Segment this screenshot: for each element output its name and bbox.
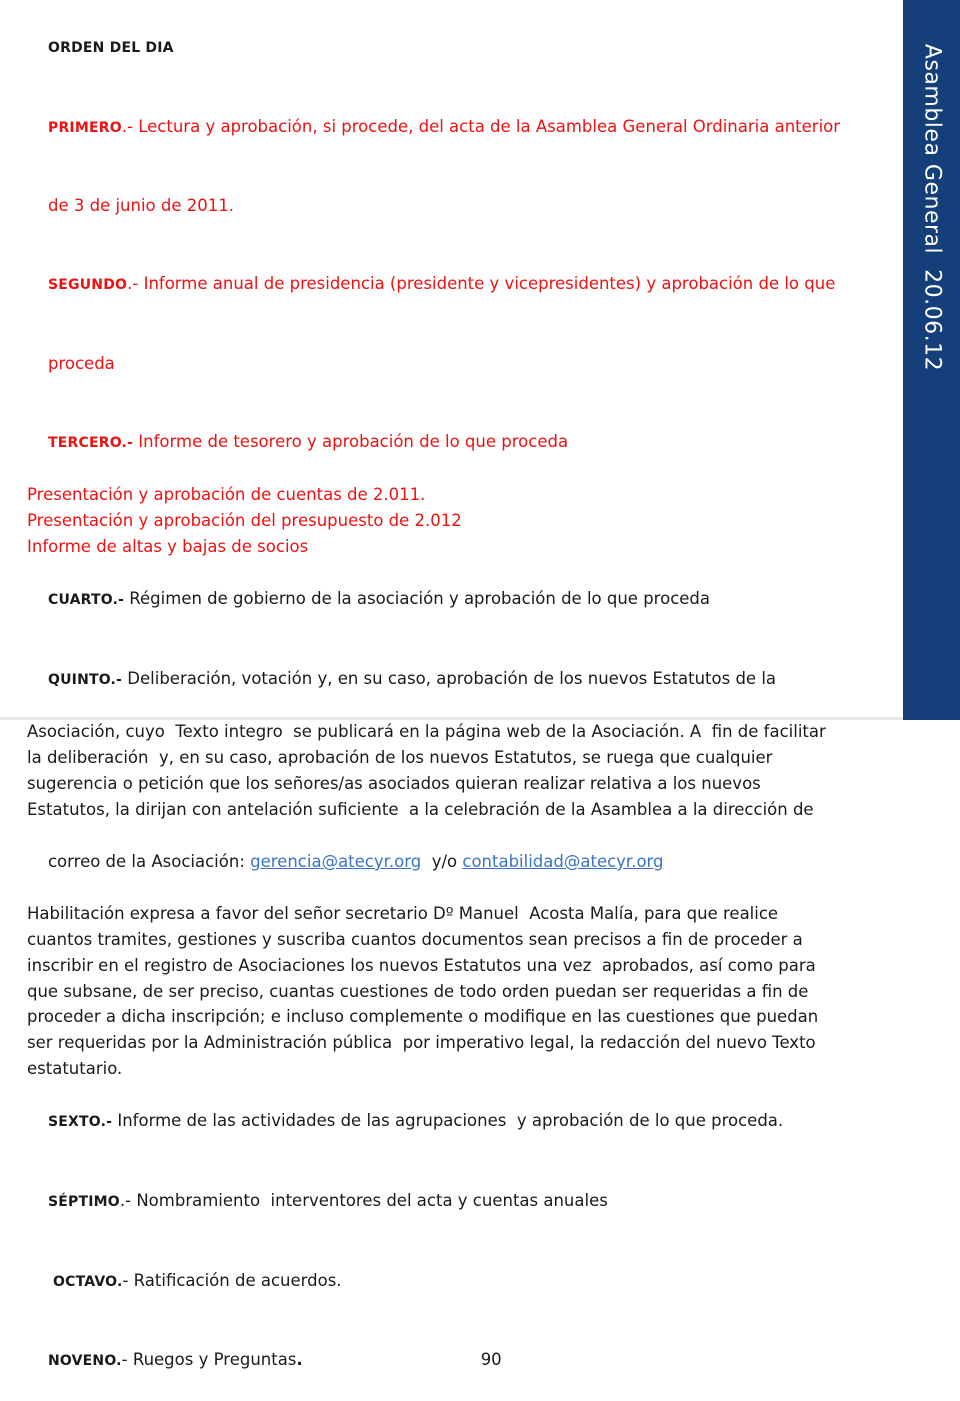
item-text: Deliberación, votación y, en su caso, aprobación de los nuevos Estatutos de la <box>122 668 777 688</box>
tercero-subitem: Presentación y aprobación de cuentas de 2.011. <box>27 485 426 505</box>
quinto-line: sugerencia o petición que los señores/as asociados quieran realizar relativa a los nuevos <box>27 774 761 794</box>
item-label: NOVENO. <box>47 1353 122 1370</box>
quinto-email-line: correo de la Asociación: gerencia@atecyr.org y/o contabilidad@atecyr.org <box>47 852 664 871</box>
habilitacion-line: inscribir en el registro de Asociaciones los nuevos Estatutos una vez aprobados, así como para <box>27 955 816 975</box>
email-link-gerencia[interactable]: gerencia@atecyr.org <box>250 852 422 871</box>
agenda-item-primero <box>27 88 902 168</box>
agenda-item-septimo <box>27 1162 902 1242</box>
agenda-item-segundo-cont: proceda <box>47 353 115 373</box>
item-label: TERCERO.- <box>47 434 134 451</box>
agenda-item-tercero <box>27 403 902 483</box>
item-label: QUINTO.- <box>47 671 123 688</box>
habilitacion-line: Habilitación expresa a favor del señor secretario Dº Manuel Acosta Malía, para que realice <box>27 903 779 923</box>
agenda-item-quinto <box>27 640 902 720</box>
habilitacion-line: cuantos tramites, gestiones y suscriba cuantos documentos sean precisos a fin de proceder a <box>27 929 803 949</box>
agenda-item-noveno <box>27 1321 902 1401</box>
agenda-item-primero-cont: de 3 de junio de 2011. <box>47 196 234 216</box>
sidebar-title: Asamblea General 20.06.12 <box>919 43 944 372</box>
quinto-line: la deliberación y, en su caso, aprobación de los nuevos Estatutos, se ruega que cualquier <box>27 748 773 768</box>
tercero-subitem: Informe de altas y bajas de socios <box>27 537 309 557</box>
item-label: OCTAVO. <box>47 1273 123 1290</box>
agenda-item-octavo <box>27 1242 902 1322</box>
quinto-line: Estatutos, la dirijan con antelación suficiente a la celebración de la Asamblea a la dirección de <box>27 800 814 820</box>
item-text: Régimen de gobierno de la asociación y aprobación de lo que proceda <box>124 588 711 608</box>
habilitacion-line: estatutario. <box>27 1059 123 1079</box>
item-label: SEXTO.- <box>47 1114 113 1131</box>
item-text: .- Informe anual de presidencia (presidente y vicepresidentes) y aprobación de lo que <box>127 274 836 294</box>
item-text: - Ratificación de acuerdos. <box>122 1270 342 1290</box>
agenda-item-segundo <box>27 245 902 325</box>
agenda-item-cuarto <box>27 560 902 640</box>
tercero-subitem: Presentación y aprobación del presupuesto de 2.012 <box>27 511 462 531</box>
item-period: . <box>296 1350 303 1370</box>
page-number: 90 <box>480 1350 502 1370</box>
item-text: .- Lectura y aprobación, si procede, del acta de la Asamblea General Ordinaria anterior <box>121 116 841 136</box>
habilitacion-line: ser requeridas por la Administración pública por imperativo legal, la redacción del nuevo Texto <box>27 1033 816 1053</box>
quinto-line: Asociación, cuyo Texto integro se publicará en la página web de la Asociación. A fin de facilitar <box>27 722 826 742</box>
agenda-heading: ORDEN DEL DIA <box>47 39 174 56</box>
item-text: - Ruegos y Preguntas <box>121 1350 297 1370</box>
habilitacion-line: proceder a dicha inscripción; e incluso complemente o modifique en las cuestiones que puedan <box>27 1007 819 1027</box>
item-text: Informe de las actividades de las agrupaciones y aprobación de lo que proceda. <box>112 1111 784 1131</box>
item-label: PRIMERO <box>47 119 122 136</box>
title-sidebar <box>903 0 960 720</box>
item-text: .- Nombramiento interventores del acta y cuentas anuales <box>119 1190 608 1210</box>
email-link-contabilidad[interactable]: contabilidad@atecyr.org <box>462 852 664 871</box>
agenda-content <box>27 8 902 1370</box>
item-label: SÉPTIMO <box>47 1193 120 1210</box>
habilitacion-line: que subsane, de ser preciso, cuantas cuestiones de todo orden puedan ser requeridas a fin de <box>27 981 809 1001</box>
agenda-item-sexto <box>27 1082 902 1162</box>
item-label: CUARTO.- <box>47 591 125 608</box>
item-label: SEGUNDO <box>47 277 128 294</box>
item-text: Informe de tesorero y aprobación de lo que proceda <box>133 431 569 451</box>
